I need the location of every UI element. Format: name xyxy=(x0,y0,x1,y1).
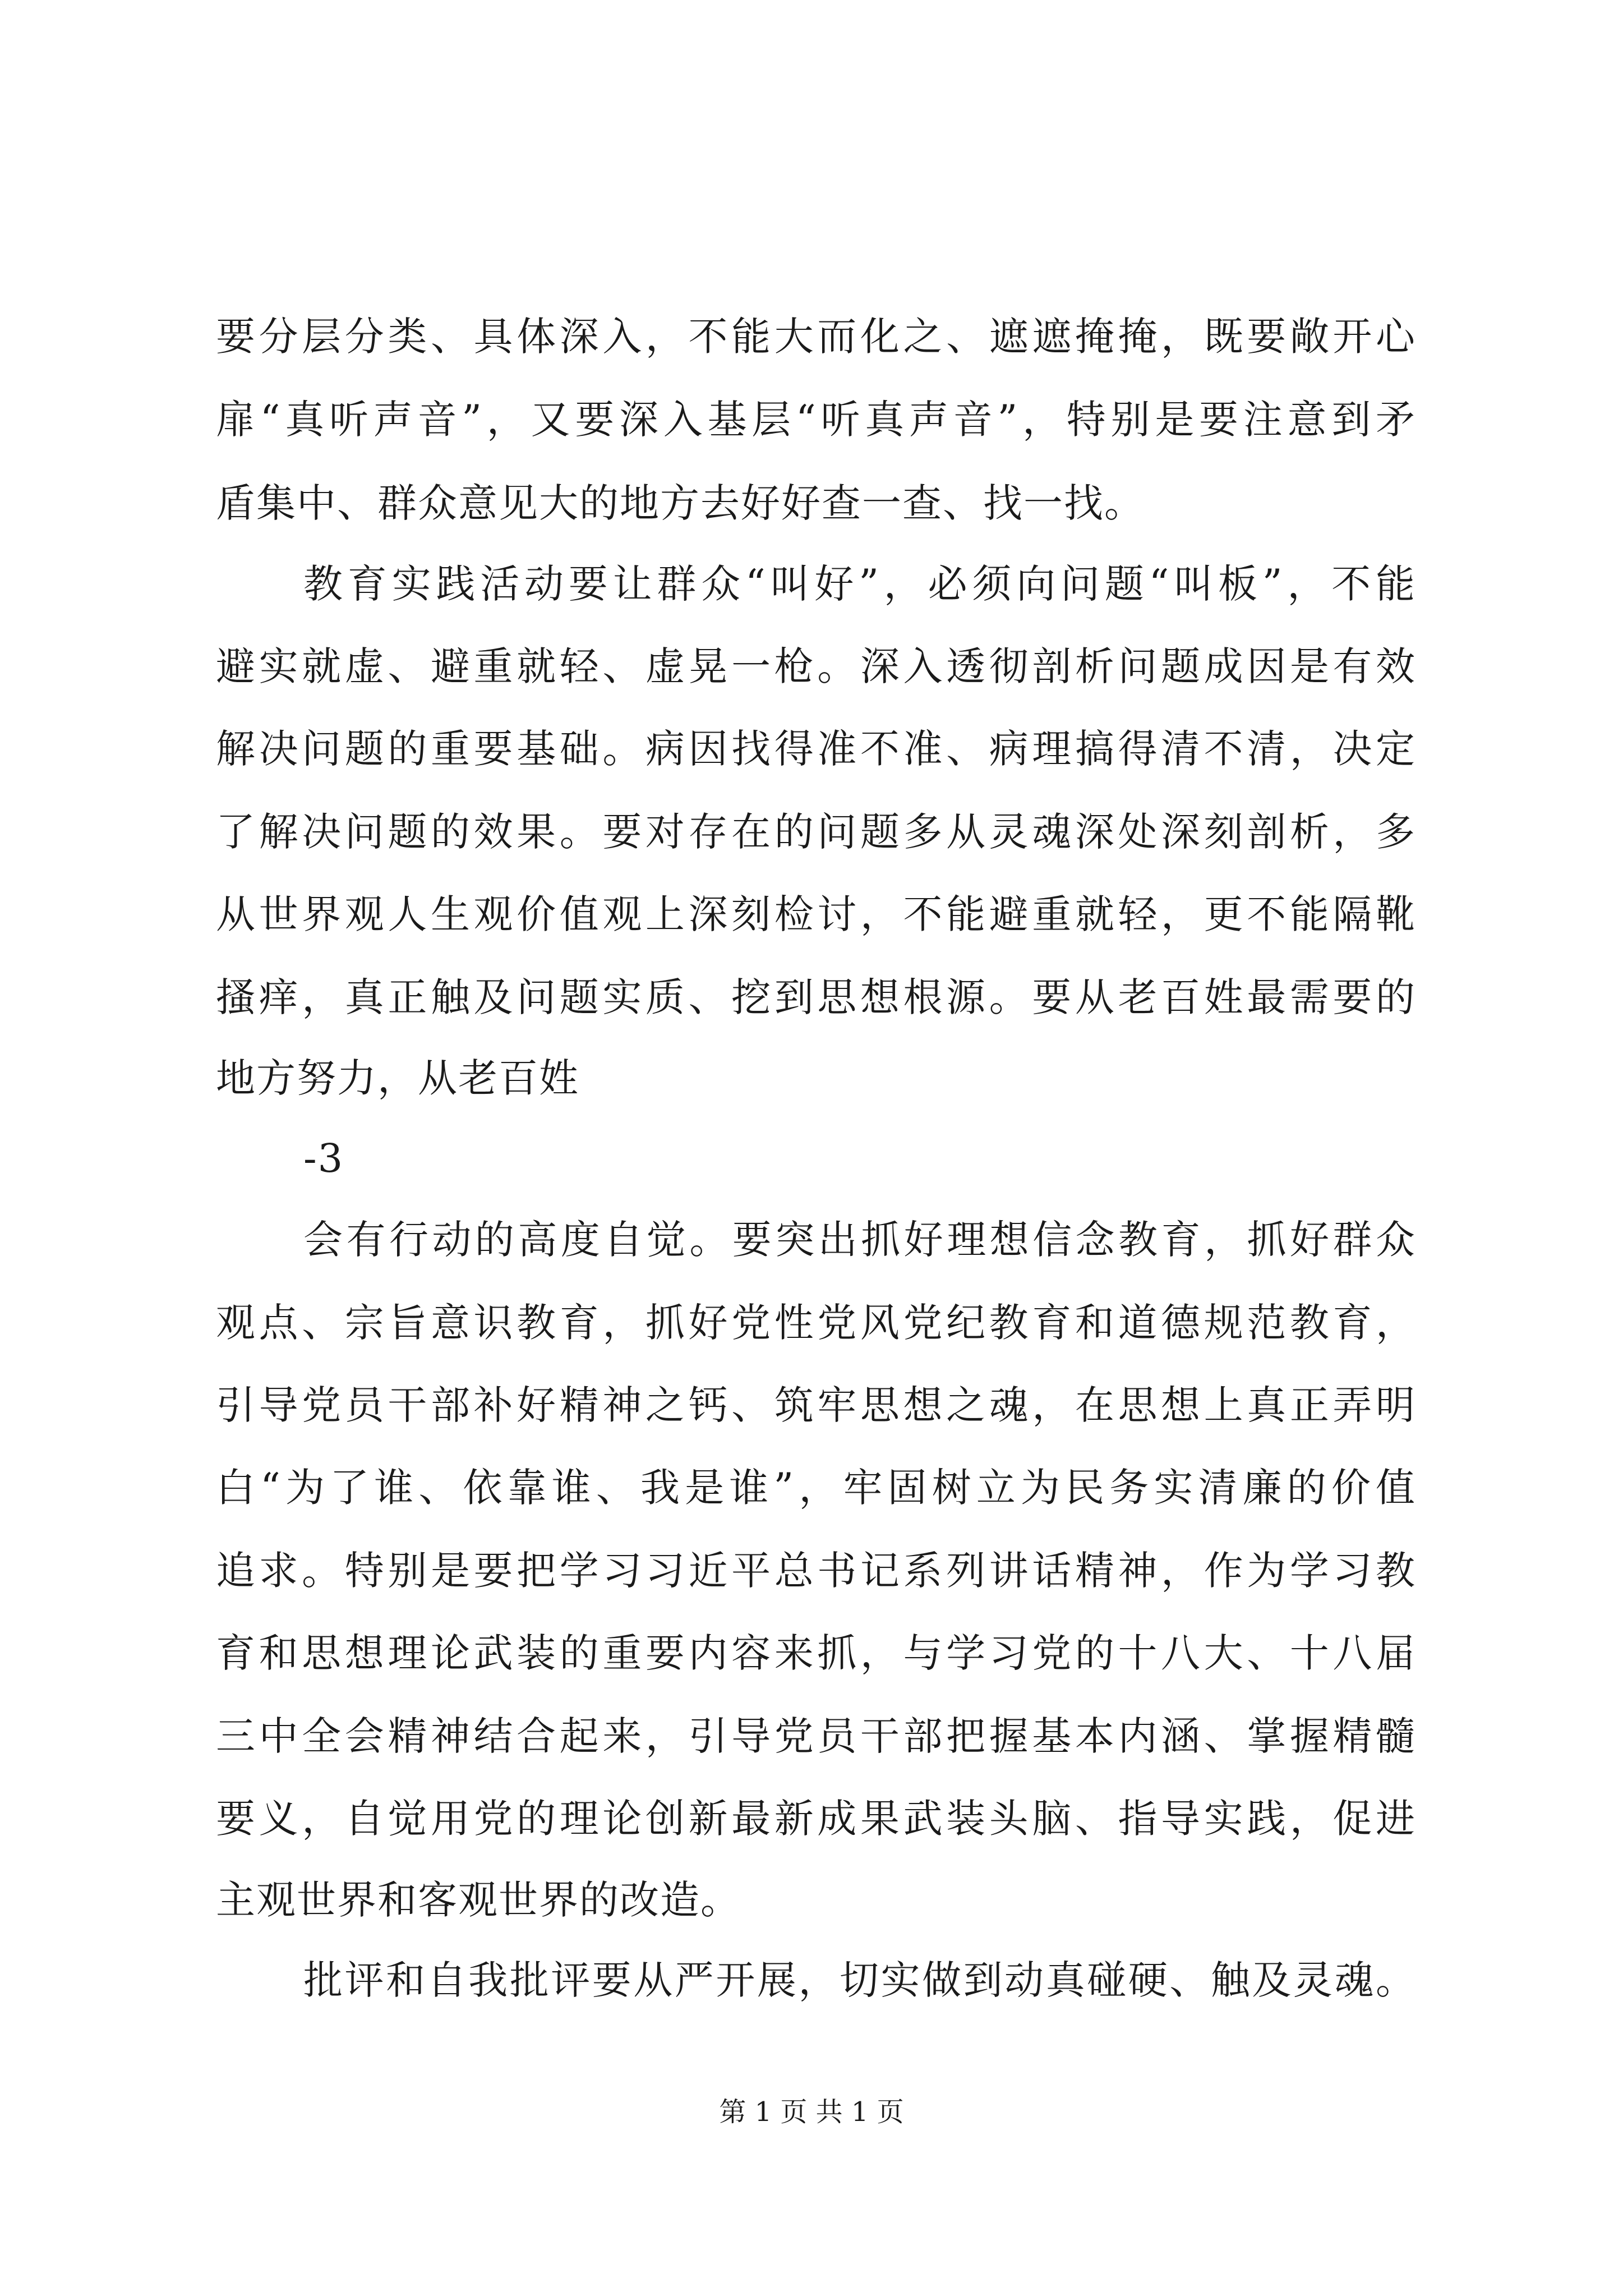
paragraph-3-line-6: 育和思想理论武装的重要内容来抓，与学习党的十八大、十八届 xyxy=(216,1630,1416,1676)
paragraph-3-line-9: 主观世界和客观世界的改造。 xyxy=(216,1877,741,1923)
paragraph-2-line-5: 从世界观人生观价值观上深刻检讨，不能避重就轻，更不能隔靴 xyxy=(216,891,1416,937)
paragraph-2-line-6: 搔痒，真正触及问题实质、挖到思想根源。要从老百姓最需要的 xyxy=(216,974,1416,1020)
paragraph-1-line-2: 扉“真听声音”，又要深入基层“听真声音”，特别是要注意到矛 xyxy=(216,397,1416,443)
page-marker: -3 xyxy=(303,1135,344,1181)
page-footer: 第 1 页 共 1 页 xyxy=(719,2096,904,2128)
paragraph-3-line-7: 三中全会精神结合起来，引导党员干部把握基本内涵、掌握精髓 xyxy=(216,1713,1416,1759)
paragraph-2-line-4: 了解决问题的效果。要对存在的问题多从灵魂深处深刻剖析，多 xyxy=(216,809,1416,855)
paragraph-3-line-1: 会有行动的高度自觉。要突出抓好理想信念教育，抓好群众 xyxy=(303,1217,1416,1263)
paragraph-3-line-2: 观点、宗旨意识教育，抓好党性党风党纪教育和道德规范教育， xyxy=(216,1300,1416,1346)
paragraph-3-line-8: 要义，自觉用党的理论创新最新成果武装头脑、指导实践，促进 xyxy=(216,1796,1416,1842)
paragraph-3-line-4: 白“为了谁、依靠谁、我是谁”，牢固树立为民务实清廉的价值 xyxy=(216,1465,1416,1511)
paragraph-2-line-2: 避实就虚、避重就轻、虚晃一枪。深入透彻剖析问题成因是有效 xyxy=(216,643,1416,689)
paragraph-2-line-3: 解决问题的重要基础。病因找得准不准、病理搞得清不清，决定 xyxy=(216,726,1416,772)
paragraph-1-line-3: 盾集中、群众意见大的地方去好好查一查、找一找。 xyxy=(216,480,1145,526)
paragraph-3-line-3: 引导党员干部补好精神之钙、筑牢思想之魂，在思想上真正弄明 xyxy=(216,1382,1416,1428)
paragraph-4-line-1: 批评和自我批评要从严开展，切实做到动真碰硬、触及灵魂。 xyxy=(303,1957,1416,2003)
paragraph-3-line-5: 追求。特别是要把学习习近平总书记系列讲话精神，作为学习教 xyxy=(216,1548,1416,1594)
paragraph-2-line-1: 教育实践活动要让群众“叫好”，必须向问题“叫板”，不能 xyxy=(303,561,1416,607)
paragraph-1-line-1: 要分层分类、具体深入，不能大而化之、遮遮掩掩，既要敞开心 xyxy=(216,314,1416,360)
paragraph-2-line-7: 地方努力，从老百姓 xyxy=(216,1055,579,1101)
